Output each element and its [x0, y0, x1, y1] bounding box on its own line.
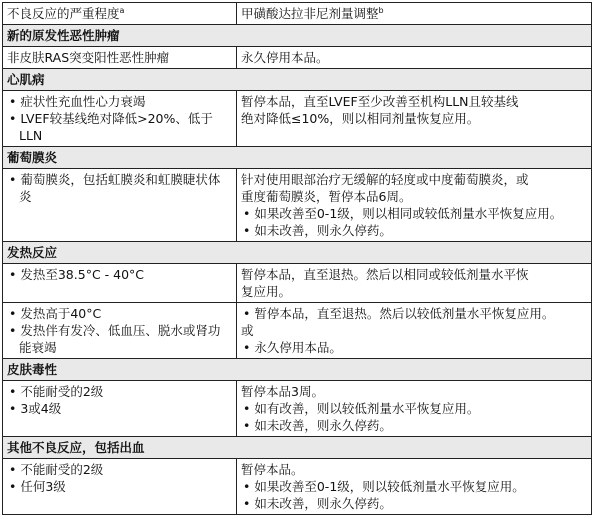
section-fever — [3, 242, 592, 264]
section-title: 心肌病 — [3, 69, 592, 91]
section-title: 发热反应 — [3, 242, 592, 264]
adjustment-cell: 暂停本品，直至退热。然后以相同或较低剂量水平恢 复应用。 — [237, 264, 592, 303]
severity-cell — [3, 91, 237, 147]
list-item: • 不能耐受的2级 — [7, 383, 232, 400]
severity-cell — [3, 303, 237, 359]
list-item: • 葡萄膜炎，包括虹膜炎和虹膜睫状体炎 — [7, 171, 232, 205]
section-uveitis — [3, 147, 592, 169]
list-item: • 永久停用本品。 — [241, 339, 587, 356]
adjustment-cell: • 暂停本品，直至退热。然后以较低剂量水平恢复应用。 或 • 永久停用本品。 — [237, 303, 592, 359]
adjustment-cell: 暂停本品。 • 如果改善至0-1级，则以较低剂量水平恢复应用。 • 如未改善，则永久停药。 — [237, 459, 592, 515]
list-item: • 如未改善，则永久停药。 — [241, 222, 587, 239]
table-row — [3, 264, 592, 303]
section-title: 其他不良反应，包括出血 — [3, 437, 592, 459]
table-row — [3, 381, 592, 437]
list-item: • 症状性充血性心力衰竭 — [7, 93, 232, 110]
list-item: • 如未改善，则永久停药。 — [241, 417, 587, 434]
list-item: • 如有改善，则以较低剂量水平恢复应用。 — [241, 400, 587, 417]
list-item: • 发热高于40°C — [7, 305, 232, 322]
section-title: 葡萄膜炎 — [3, 147, 592, 169]
list-item: • 不能耐受的2级 — [7, 461, 232, 478]
header-severity: 不良反应的严重程度$^a$ — [3, 3, 237, 25]
section-title: 皮肤毒性 — [3, 359, 592, 381]
header-adjustment: 甲磺酸达拉非尼剂量调整$^b$ — [237, 3, 592, 25]
list-item: • 发热伴有发冷、低血压、脱水或肾功能衰竭 — [7, 322, 232, 356]
table-header-row — [3, 3, 592, 25]
list-item: • 如果改善至0-1级，则以相同或较低剂量水平恢复应用。 — [241, 205, 587, 222]
table-row — [3, 303, 592, 359]
severity-cell — [3, 381, 237, 437]
table-row — [3, 91, 592, 147]
list-item: • 3或4级 — [7, 400, 232, 417]
section-skin — [3, 359, 592, 381]
adjustment-cell: 针对使用眼部治疗无缓解的轻度或中度葡萄膜炎，或 重度葡萄膜炎，暂停本品6周。 • 如果改善至0-1级，则以相同或较低剂量水平恢复应用。 • 如未改善，则永久停药。 — [237, 169, 592, 242]
adjustment-cell: 暂停本品3周。 • 如有改善，则以较低剂量水平恢复应用。 • 如未改善，则永久停药。 — [237, 381, 592, 437]
list-item: • 发热至38.5°C - 40°C — [7, 266, 232, 283]
severity-cell — [3, 264, 237, 303]
list-item: • LVEF较基线绝对降低>20%、低于LLN — [7, 110, 232, 144]
section-cardiomyopathy — [3, 69, 592, 91]
table-row — [3, 169, 592, 242]
list-item: • 如果改善至0-1级，则以较低剂量水平恢复应用。 — [241, 478, 587, 495]
table-row — [3, 459, 592, 515]
severity-cell — [3, 459, 237, 515]
list-item: • 如未改善，则永久停药。 — [241, 495, 587, 512]
severity-cell: 非皮肤RAS突变阳性恶性肿瘤 — [3, 47, 237, 69]
adjustment-cell: 永久停用本品。 — [237, 47, 592, 69]
section-new-malignancy — [3, 25, 592, 47]
section-other — [3, 437, 592, 459]
section-title: 新的原发性恶性肿瘤 — [3, 25, 592, 47]
list-item: • 暂停本品，直至退热。然后以较低剂量水平恢复应用。 — [241, 305, 587, 322]
adjustment-cell: 暂停本品，直至LVEF至少改善至机构LLN且较基线 绝对降低≤10%，则以相同剂量恢复应用。 — [237, 91, 592, 147]
dose-adjustment-table — [2, 2, 592, 515]
list-item: • 任何3级 — [7, 478, 232, 495]
severity-cell — [3, 169, 237, 242]
table-row — [3, 47, 592, 69]
